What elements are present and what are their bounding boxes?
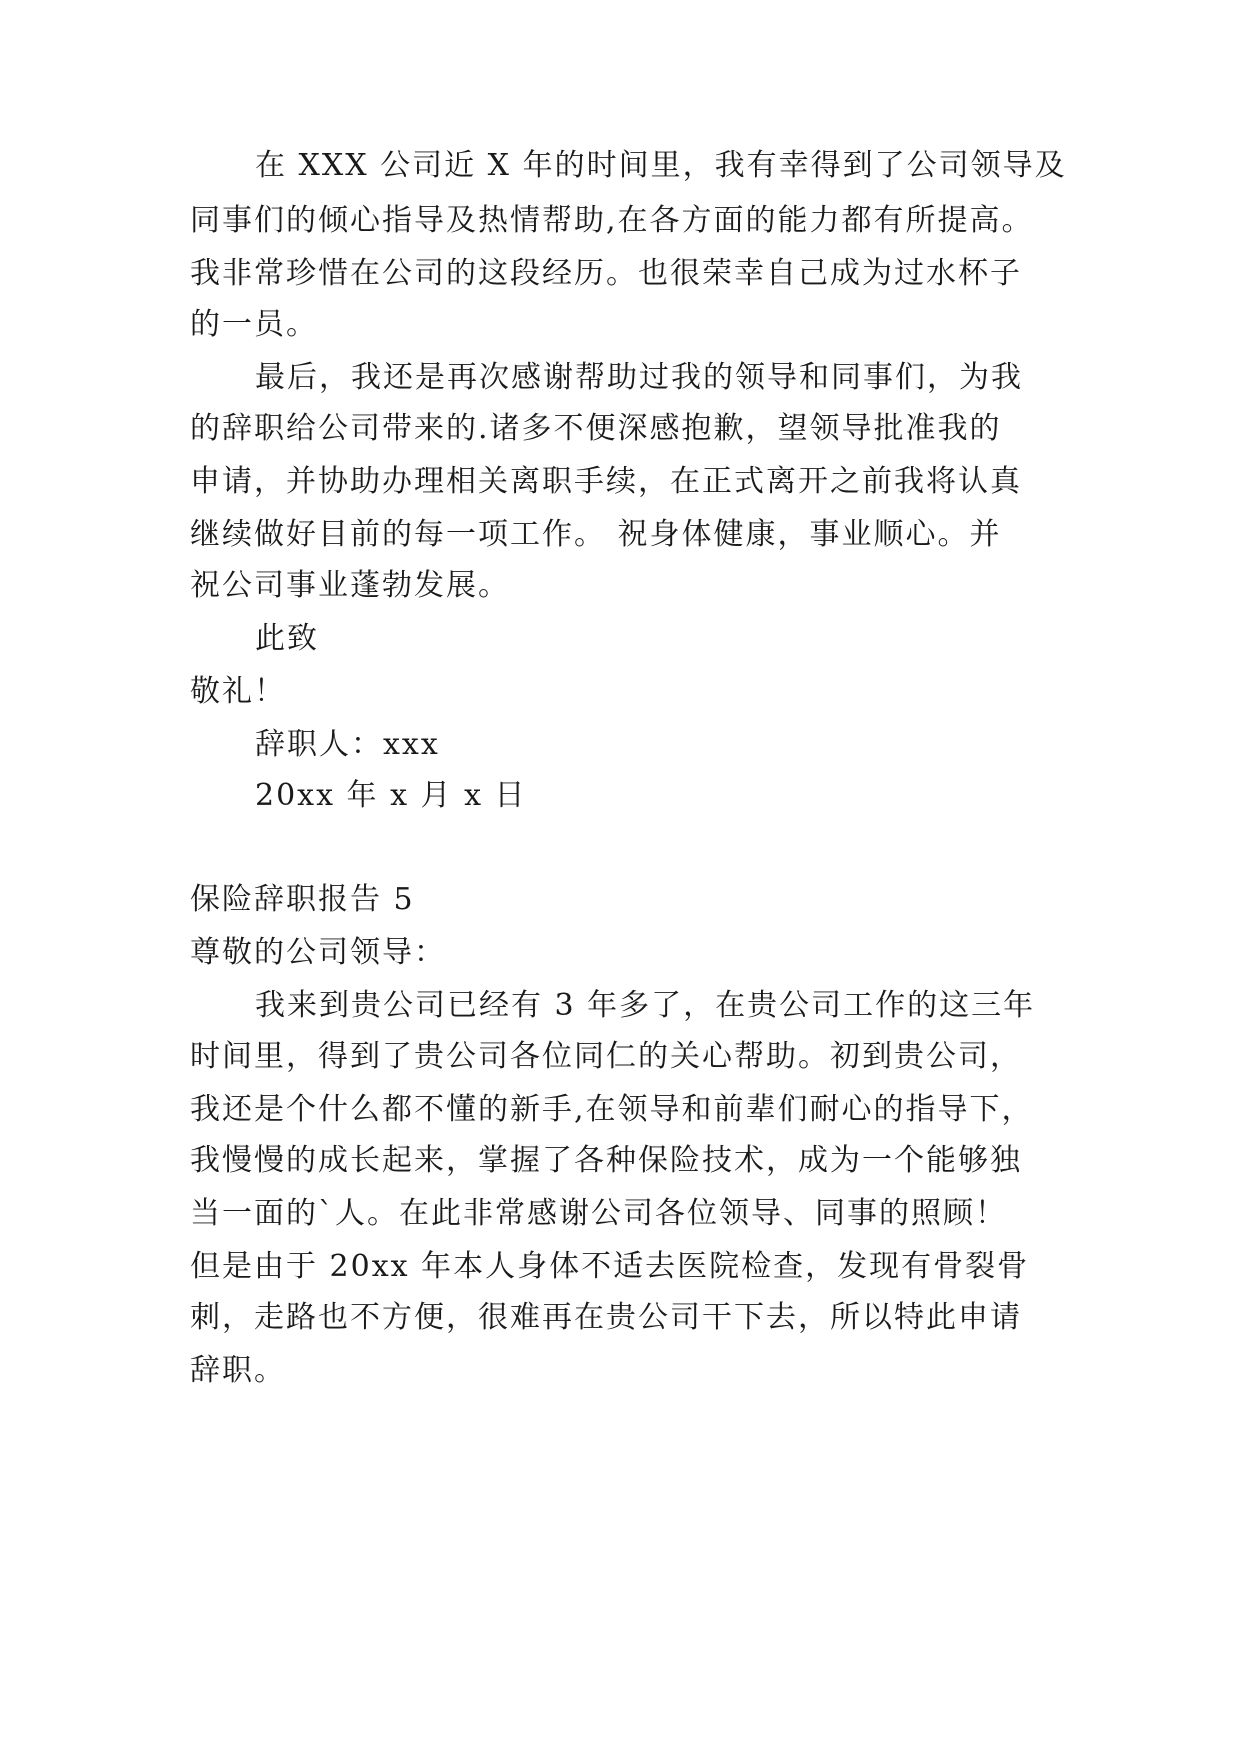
closing-line: 此致 [255, 621, 319, 656]
paragraph-line: 继续做好目前的每一项工作。 祝身体健康，事业顺心。并 [190, 517, 1002, 552]
paragraph-line: 但是由于 20xx 年本人身体不适去医院检查，发现有骨裂骨 [190, 1249, 1030, 1284]
paragraph-line: 最后，我还是再次感谢帮助过我的领导和同事们，为我 [255, 360, 1023, 395]
paragraph-line: 时间里，得到了贵公司各位同仁的关心帮助。初到贵公司， [190, 1039, 1022, 1074]
salutation: 尊敬的公司领导： [190, 935, 446, 970]
date-line: 20xx 年 x 月 x 日 [255, 778, 527, 813]
paragraph-line: 在 XXX 公司近 X 年的时间里，我有幸得到了公司领导及 [255, 148, 1067, 183]
signature-line: 辞职人：xxx [255, 727, 440, 762]
paragraph-line: 祝公司事业蓬勃发展。 [190, 568, 510, 603]
paragraph-line: 我非常珍惜在公司的这段经历。也很荣幸自己成为过水杯子 [190, 256, 1022, 291]
paragraph-line: 的一员。 [190, 307, 318, 342]
paragraph-line: 的辞职给公司带来的.诸多不便深感抱歉，望领导批准我的 [190, 411, 1002, 446]
paragraph-line: 申请，并协助办理相关离职手续，在正式离开之前我将认真 [190, 464, 1022, 499]
paragraph-line: 我还是个什么都不懂的新手,在领导和前辈们耐心的指导下， [190, 1092, 1034, 1127]
closing-line: 敬礼！ [190, 674, 286, 709]
paragraph-line: 我慢慢的成长起来，掌握了各种保险技术，成为一个能够独 [190, 1143, 1022, 1178]
paragraph-line: 辞职。 [190, 1353, 286, 1388]
paragraph-line: 我来到贵公司已经有 3 年多了，在贵公司工作的这三年 [255, 988, 1036, 1023]
paragraph-line: 刺，走路也不方便，很难再在贵公司干下去，所以特此申请 [190, 1300, 1022, 1335]
paragraph-line: 当一面的`人。在此非常感谢公司各位领导、同事的照顾！ [190, 1196, 1007, 1231]
paragraph-line: 同事们的倾心指导及热情帮助,在各方面的能力都有所提高。 [190, 203, 1034, 238]
section-title: 保险辞职报告 5 [190, 882, 415, 917]
